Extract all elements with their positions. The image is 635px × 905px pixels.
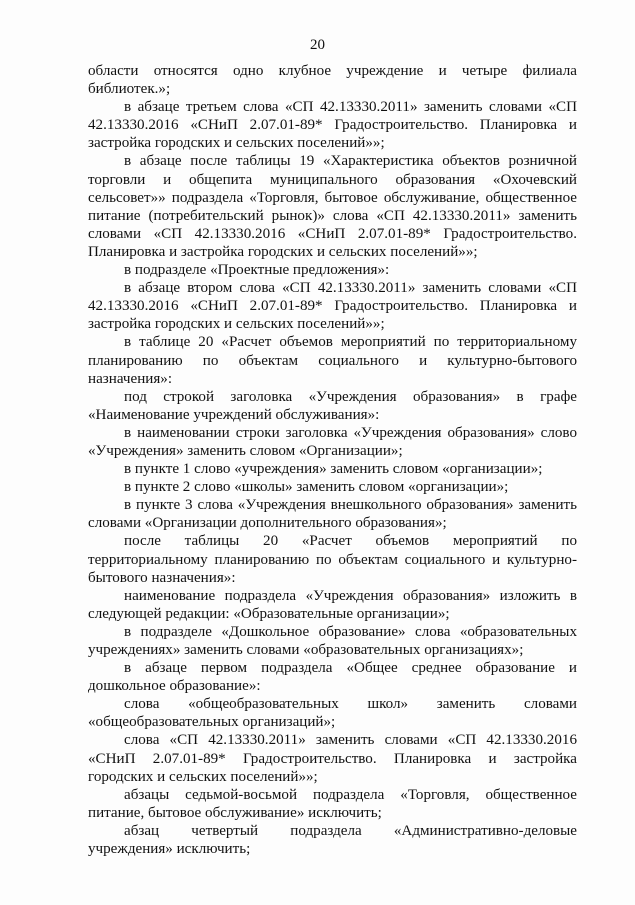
paragraph: абзац четвертый подраздела «Административно-деловые учреждения» исключить;: [88, 822, 577, 858]
paragraph: слова «общеобразовательных школ» заменить словами «общеобразовательных организаций»;: [88, 696, 577, 731]
page-number: 20: [310, 37, 325, 53]
paragraph: в абзаце третьем слова «СП 42.13330.2011» заменить словами «СП 42.13330.2016 «СНиП 2.07.01-89* Градостроительство. Планировка и застройка городских и сельских поселений»»;: [88, 99, 577, 152]
paragraph: в подразделе «Дошкольное образование» слова «образовательных учреждениях» заменить словами «образовательных организациях»;: [88, 623, 577, 658]
paragraph: области относятся одно клубное учреждение и четыре филиала библиотек.»;: [88, 63, 577, 98]
paragraph: в абзаце после таблицы 19 «Характеристика объектов розничной торговли и общепита муниципального образования «Охочевский сельсовет»» подраздела «Торговля, бытовое обслуживание, общественное питание (потребительский рынок)» слова «СП 42.13330.2011» заменить словами «СП 42.13330.2016 «СНиП 2.07.01-89* Градостроительство. Планировка и застройка городских и сельских поселений»»;: [88, 153, 577, 260]
document-body: [88, 62, 577, 858]
paragraph: в таблице 20 «Расчет объемов мероприятий по территориальному планированию по объектам социального и культурно-бытового назначения»:: [88, 334, 577, 387]
paragraph: слова «СП 42.13330.2011» заменить словами «СП 42.13330.2016 «СНиП 2.07.01-89* Градостроительство. Планировка и застройка городских и сельских поселений»»;: [88, 732, 577, 785]
paragraph: в пункте 2 слово «школы» заменить словом «организации»;: [124, 479, 509, 496]
paragraph: в абзаце первом подраздела «Общее среднее образование и дошкольное образование»:: [88, 660, 577, 695]
paragraph: в пункте 1 слово «учреждения» заменить словом «организации»;: [124, 461, 543, 478]
paragraph: абзацы седьмой-восьмой подраздела «Торговля, общественное питание, бытовое обслуживание» исключить;: [88, 786, 577, 821]
paragraph: наименование подраздела «Учреждения образования» изложить в следующей редакции: «Образовательные организации»;: [88, 587, 577, 622]
paragraph: после таблицы 20 «Расчет объемов мероприятий по территориальному планированию по объектам социального и культурно-бытового назначения»:: [88, 533, 577, 586]
paragraph: под строкой заголовка «Учреждения образования» в графе «Наименование учреждений обслуживания»:: [88, 388, 577, 423]
paragraph: в абзаце втором слова «СП 42.13330.2011» заменить словами «СП 42.13330.2016 «СНиП 2.07.01-89* Градостроительство. Планировка и застройка городских и сельских поселений»»;: [88, 280, 577, 333]
paragraph: в пункте 3 слова «Учреждения внешкольного образования» заменить словами «Организации дополнительного образования»;: [88, 497, 577, 532]
paragraph: в наименовании строки заголовка «Учреждения образования» слово «Учреждения» заменить словом «Организации»;: [88, 424, 577, 459]
paragraph: в подразделе «Проектные предложения»:: [124, 262, 390, 279]
